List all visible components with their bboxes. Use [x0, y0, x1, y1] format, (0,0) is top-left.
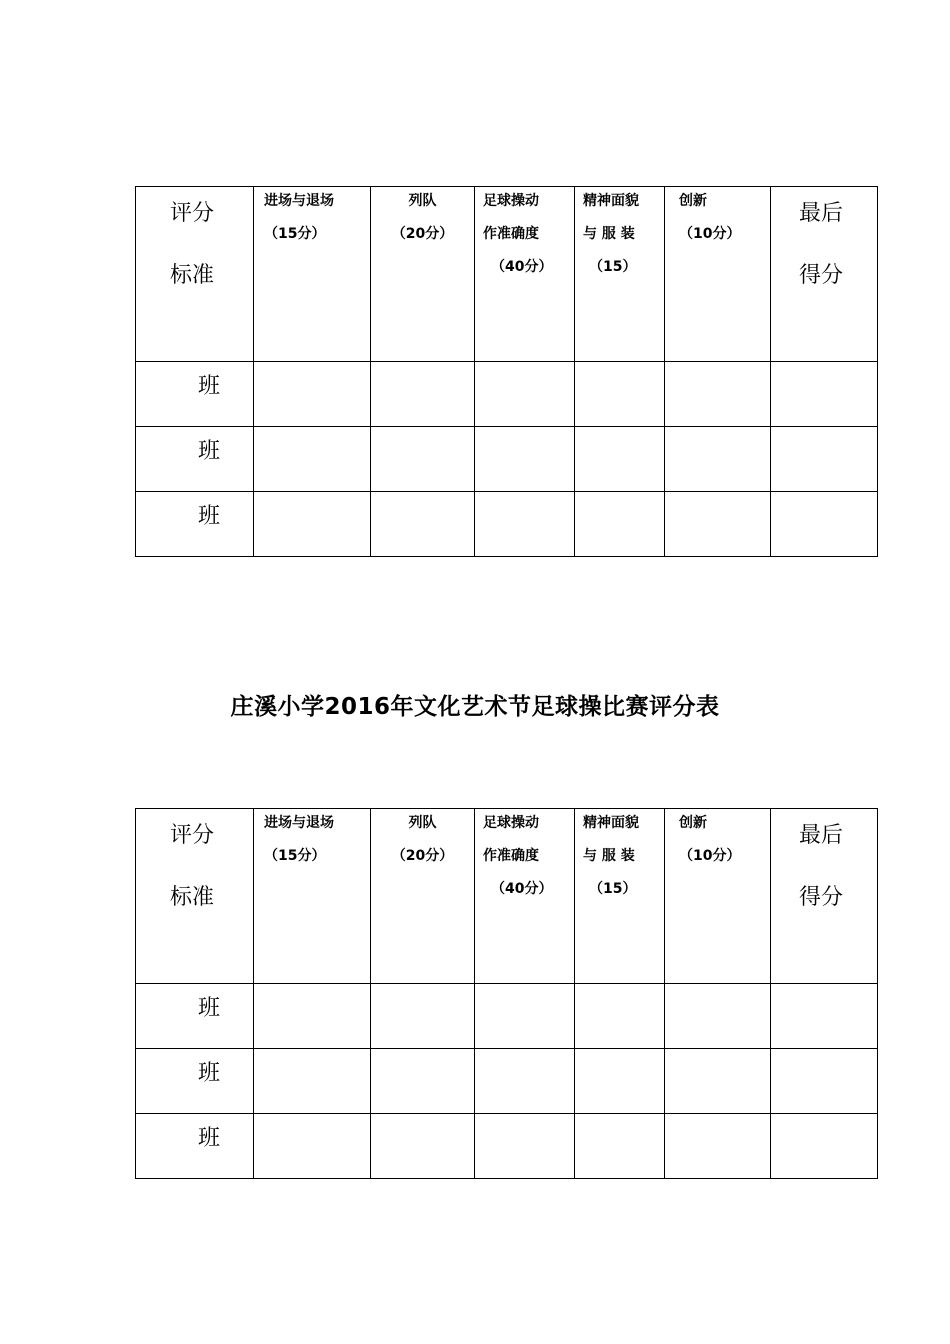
criterion-formation	[371, 809, 475, 984]
criterion-line: （15分）	[264, 226, 326, 242]
score-cell[interactable]	[575, 362, 665, 427]
class-label: 班	[198, 374, 221, 399]
class-label-cell	[136, 1049, 254, 1114]
criterion-line: 列队	[408, 193, 437, 209]
criterion-entry-exit	[254, 809, 371, 984]
criteria-label-cell	[136, 187, 254, 362]
criteria-label-line2: 标准	[170, 263, 215, 288]
criterion-line: （20分）	[391, 226, 454, 242]
criterion-line: 足球操动	[483, 815, 539, 831]
header-row	[136, 187, 878, 362]
criterion-line: 列队	[408, 815, 437, 831]
score-cell[interactable]	[771, 492, 878, 557]
criterion-line: 进场与退场	[264, 815, 334, 831]
score-cell[interactable]	[665, 1049, 771, 1114]
score-cell[interactable]	[665, 492, 771, 557]
class-label-cell	[136, 984, 254, 1049]
score-cell[interactable]	[575, 1114, 665, 1179]
table-row	[136, 1114, 878, 1179]
criterion-line: （15）	[589, 881, 637, 897]
score-cell[interactable]	[665, 1114, 771, 1179]
criterion-line: （15）	[589, 259, 637, 275]
criterion-line: 足球操动	[483, 193, 539, 209]
class-label-cell	[136, 362, 254, 427]
criterion-line: （40分）	[491, 259, 553, 275]
score-cell[interactable]	[254, 492, 371, 557]
criterion-line: 与 服 装	[583, 226, 635, 242]
criterion-spirit-costume	[575, 187, 665, 362]
criterion-line: （20分）	[391, 848, 454, 864]
final-label-line1: 最后	[799, 201, 844, 226]
criterion-line: 创新	[679, 815, 707, 831]
score-cell[interactable]	[475, 427, 575, 492]
score-cell[interactable]	[254, 984, 371, 1049]
score-cell[interactable]	[475, 1114, 575, 1179]
final-score-label-cell	[771, 809, 878, 984]
criterion-line: 与 服 装	[583, 848, 635, 864]
score-cell[interactable]	[371, 1114, 475, 1179]
criterion-line: （10分）	[679, 848, 741, 864]
criterion-line: （40分）	[491, 881, 553, 897]
table-row	[136, 984, 878, 1049]
score-cell[interactable]	[475, 984, 575, 1049]
criterion-line: 作准确度	[483, 226, 539, 242]
score-cell[interactable]	[475, 1049, 575, 1114]
criterion-innovation	[665, 809, 771, 984]
score-cell[interactable]	[771, 984, 878, 1049]
class-label-cell	[136, 492, 254, 557]
criteria-label-line1: 评分	[170, 823, 215, 848]
criteria-label-line2: 标准	[170, 885, 215, 910]
score-cell[interactable]	[771, 1114, 878, 1179]
criterion-line: 精神面貌	[583, 815, 639, 831]
table-row	[136, 1049, 878, 1114]
score-cell[interactable]	[575, 427, 665, 492]
score-table-1	[135, 186, 878, 557]
criterion-line: （10分）	[679, 226, 741, 242]
criterion-line: 创新	[679, 193, 707, 209]
class-label: 班	[198, 1061, 221, 1086]
score-cell[interactable]	[371, 1049, 475, 1114]
score-cell[interactable]	[665, 362, 771, 427]
class-label: 班	[198, 996, 221, 1021]
class-label: 班	[198, 504, 221, 529]
score-cell[interactable]	[665, 427, 771, 492]
score-cell[interactable]	[371, 427, 475, 492]
criterion-line: 作准确度	[483, 848, 539, 864]
class-label: 班	[198, 1126, 221, 1151]
score-cell[interactable]	[665, 984, 771, 1049]
criteria-label-line1: 评分	[170, 201, 215, 226]
score-cell[interactable]	[254, 427, 371, 492]
score-table-2	[135, 808, 878, 1179]
criterion-formation	[371, 187, 475, 362]
score-cell[interactable]	[771, 1049, 878, 1114]
score-cell[interactable]	[254, 1049, 371, 1114]
criterion-entry-exit	[254, 187, 371, 362]
final-label-line1: 最后	[799, 823, 844, 848]
class-label-cell	[136, 1114, 254, 1179]
criterion-line: （15分）	[264, 848, 326, 864]
header-row	[136, 809, 878, 984]
class-label: 班	[198, 439, 221, 464]
table-row	[136, 427, 878, 492]
criteria-label-cell	[136, 809, 254, 984]
score-cell[interactable]	[475, 362, 575, 427]
criterion-accuracy	[475, 809, 575, 984]
score-cell[interactable]	[371, 362, 475, 427]
table-row	[136, 492, 878, 557]
page-title: 庄溪小学2016年文化艺术节足球操比赛评分表	[230, 694, 720, 720]
criterion-innovation	[665, 187, 771, 362]
score-cell[interactable]	[254, 1114, 371, 1179]
score-cell[interactable]	[371, 984, 475, 1049]
class-label-cell	[136, 427, 254, 492]
score-cell[interactable]	[771, 362, 878, 427]
score-cell[interactable]	[371, 492, 475, 557]
final-label-line2: 得分	[799, 885, 844, 910]
score-cell[interactable]	[771, 427, 878, 492]
score-cell[interactable]	[475, 492, 575, 557]
final-score-label-cell	[771, 187, 878, 362]
criterion-accuracy	[475, 187, 575, 362]
criterion-spirit-costume	[575, 809, 665, 984]
table-row	[136, 362, 878, 427]
score-cell[interactable]	[575, 492, 665, 557]
criterion-line: 精神面貌	[583, 193, 639, 209]
score-cell[interactable]	[575, 984, 665, 1049]
score-cell[interactable]	[254, 362, 371, 427]
score-cell[interactable]	[575, 1049, 665, 1114]
final-label-line2: 得分	[799, 263, 844, 288]
criterion-line: 进场与退场	[264, 193, 334, 209]
